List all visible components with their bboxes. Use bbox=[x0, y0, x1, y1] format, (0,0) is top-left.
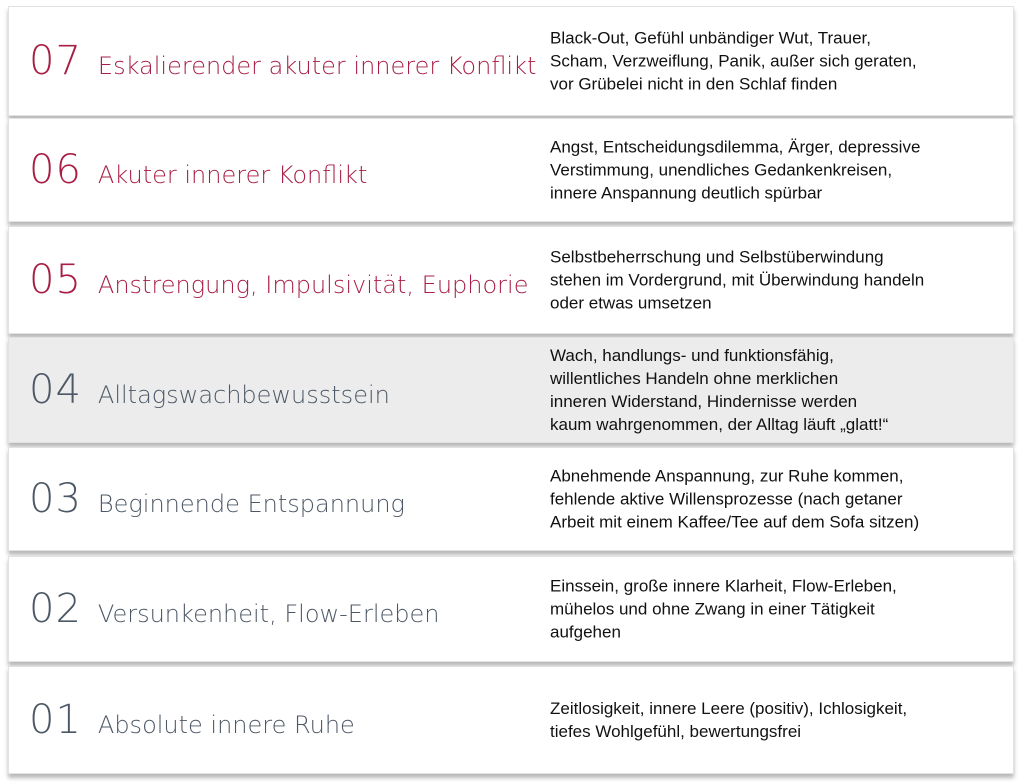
level-title: Absolute innere Ruhe bbox=[97, 711, 355, 739]
level-card-04 bbox=[8, 337, 1014, 443]
level-number: 03 bbox=[29, 476, 82, 522]
level-description: Selbstbeherrschung und Selbstüberwindung stehen im Vordergrund, mit Überwindung handeln oder etwas umsetzen bbox=[550, 247, 925, 313]
level-title: Akuter innerer Konflikt bbox=[97, 161, 368, 189]
level-description: Wach, handlungs- und funktionsfähig, willentliches Handeln ohne merklichen inneren Widerstand, Hindernisse werden kaum wahrgenommen, der Alltag läuft „glatt!“ bbox=[550, 346, 889, 434]
level-description: Abnehmende Anspannung, zur Ruhe kommen, fehlende aktive Willensprozesse (nach getaner Arbeit mit einem Kaffee/Tee auf dem Sofa sitzen) bbox=[550, 466, 920, 532]
level-number: 05 bbox=[29, 257, 82, 303]
level-number: 06 bbox=[29, 147, 82, 193]
level-title: Alltagswachbewusstsein bbox=[97, 381, 390, 409]
level-number: 07 bbox=[29, 38, 82, 84]
level-heading bbox=[29, 476, 405, 522]
level-card-07 bbox=[8, 6, 1014, 116]
level-heading bbox=[29, 38, 536, 84]
level-description: Einssein, große innere Klarheit, Flow-Erleben, mühelos und ohne Zwang in einer Tätigkeit aufgehen bbox=[550, 576, 897, 642]
level-heading bbox=[29, 257, 528, 303]
level-number: 04 bbox=[29, 367, 82, 413]
level-description: Angst, Entscheidungsdilemma, Ärger, depressive Verstimmung, unendliches Gedankenkreisen, innere Anspannung deutlich spürbar bbox=[550, 137, 921, 203]
level-card-01 bbox=[8, 666, 1014, 774]
level-card-03 bbox=[8, 447, 1014, 551]
level-number: 01 bbox=[29, 697, 82, 743]
level-description: Zeitlosigkeit, innere Leere (positiv), Ichlosigkeit, tiefes Wohlgefühl, bewertungsfrei bbox=[550, 699, 908, 741]
level-heading bbox=[29, 586, 439, 632]
level-heading bbox=[29, 367, 390, 413]
level-number: 02 bbox=[29, 586, 82, 632]
level-title: Eskalierender akuter innerer Konflikt bbox=[97, 52, 537, 80]
level-heading bbox=[29, 697, 355, 743]
level-heading bbox=[29, 147, 367, 193]
level-title: Anstrengung, Impulsivität, Euphorie bbox=[97, 271, 529, 299]
level-title: Beginnende Entspannung bbox=[97, 490, 405, 518]
level-card-02 bbox=[8, 556, 1014, 662]
level-card-05 bbox=[8, 226, 1014, 334]
level-title: Versunkenheit, Flow-Erleben bbox=[97, 600, 440, 628]
level-description: Black-Out, Gefühl unbändiger Wut, Trauer, Scham, Verzweiflung, Panik, außer sich geraten, vor Grübelei nicht in den Schlaf finden bbox=[550, 28, 917, 94]
level-card-06 bbox=[8, 118, 1014, 222]
